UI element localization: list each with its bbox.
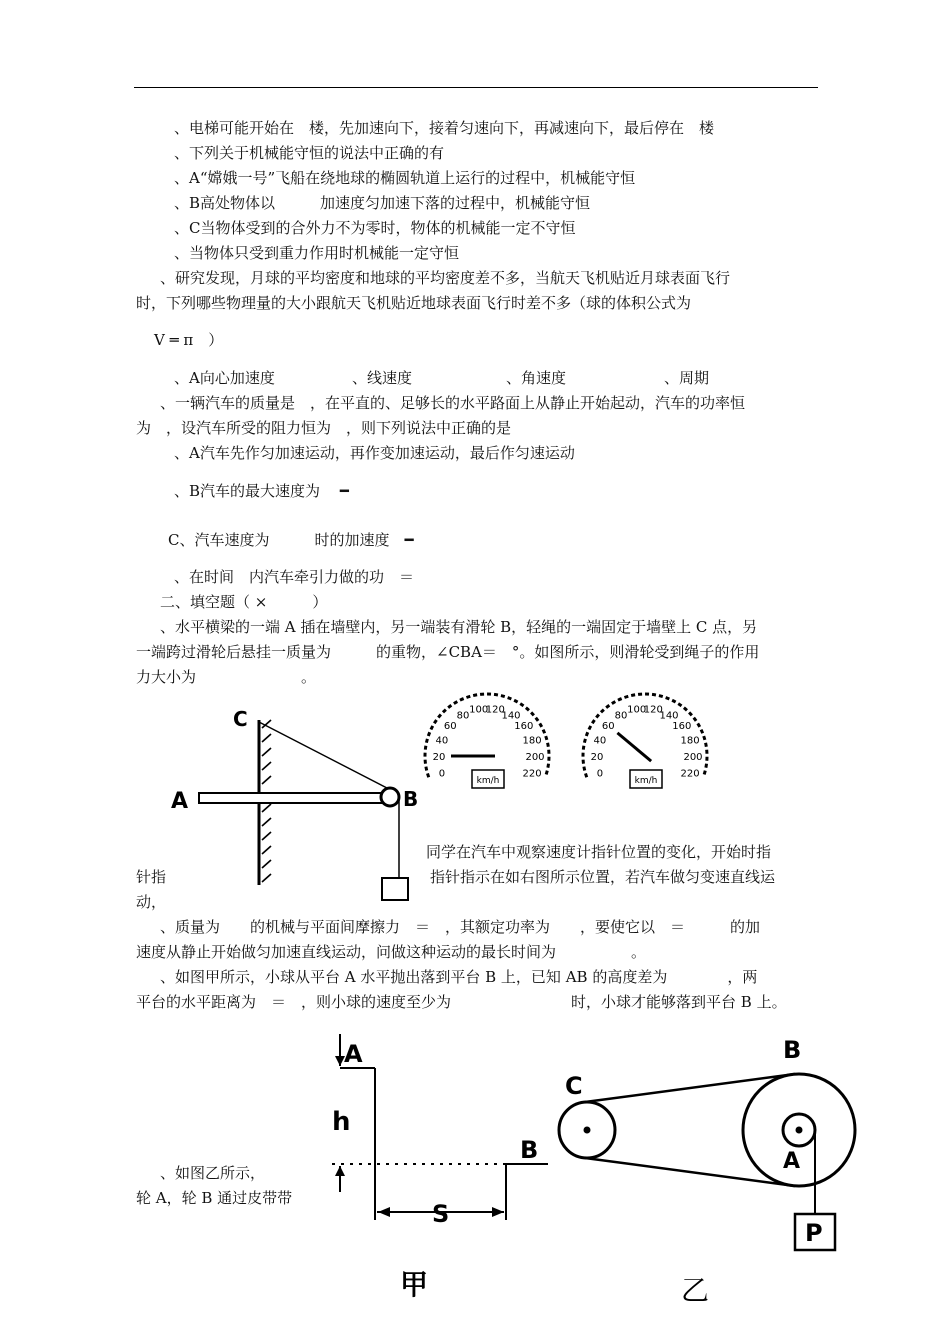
text-line-moon-question: 、研究发现，月球的平均密度和地球的平均密度差不多，当航天飞机贴近月球表面飞行 — [160, 269, 731, 287]
right-speedometer-unit-label: km/h — [634, 776, 658, 786]
text-line-projectile-question-cont: 平台的水平距离为 ＝ ，则小球的速度至少为 时，小球才能够落到平台 B 上。 — [136, 993, 787, 1011]
left-speedometer-tick-label: 220 — [522, 768, 542, 780]
label-b: B — [403, 787, 419, 811]
option-angular-velocity: 、角速度 — [506, 369, 567, 387]
label-p: P — [805, 1219, 823, 1247]
option-b: 、B高处物体以 加速度匀加速下落的过程中，机械能守恒 — [174, 194, 591, 212]
right-speedometer-tick-label: 40 — [593, 735, 607, 747]
option-centripetal-acceleration: 、A向心加速度 — [174, 369, 275, 387]
left-speedometer-tick-label: 140 — [501, 710, 521, 722]
sphere-volume-formula: V ═ π ） — [154, 331, 224, 349]
left-speedometer-tick-label: 80 — [456, 710, 470, 722]
option-c: 、C当物体受到的合外力不为零时，物体的机械能一定不守恒 — [174, 219, 576, 237]
label-c: C — [233, 707, 248, 731]
text-line-elevator: 、电梯可能开始在 楼，先加速向下，接着匀速向下，再减速向下，最后停在 楼 — [174, 119, 715, 137]
left-speedometer-tick-label: 20 — [432, 752, 446, 763]
right-speedometer-tick-label: 200 — [683, 752, 703, 763]
text-line-machine-question: 、质量为 的机械与平面间摩擦力 ＝ ，其额定功率为 ，要使它以 ＝ 的加 — [160, 918, 761, 936]
text-line-beam-question-cont: 一端跨过滑轮后悬挂一质量为 的重物，∠CBA＝ °。如图所示，则滑轮受到绳子的作用 — [136, 643, 760, 661]
label-a: A — [171, 789, 189, 814]
left-speedometer-tick-label: 0 — [438, 768, 446, 780]
option-a: 、A“嫦娥一号”飞船在绕地球的椭圆轨道上运行的过程中，机械能守恒 — [174, 169, 636, 187]
speedometer-right — [570, 688, 720, 800]
text-line-speedometer-question: 同学在汽车中观察速度计指针位置的变化，开始时指 — [426, 843, 772, 861]
header-rule — [134, 87, 818, 88]
left-speedometer-tick-label: 120 — [485, 704, 505, 716]
option-linear-velocity: 、线速度 — [352, 369, 413, 387]
text-line-moon-question-cont: 时，下列哪些物理量的大小跟航天飞机贴近地球表面飞行时差不多（球的体积公式为 — [136, 294, 692, 312]
right-speedometer-tick-label: 60 — [601, 721, 615, 733]
text-line-speedometer-fragment: 针指 — [136, 868, 167, 886]
left-speedometer-tick-label: 180 — [522, 735, 542, 747]
right-speedometer-tick-label: 20 — [590, 752, 604, 763]
right-speedometer-tick-label: 80 — [614, 710, 628, 722]
text-line-q-mechanical-energy: 、下列关于机械能守恒的说法中正确的有 — [174, 144, 445, 162]
text-line-machine-question-cont: 速度从静止开始做匀加速直线运动，问做这种运动的最长时间为 。 — [136, 943, 647, 961]
label-a: A — [344, 1040, 363, 1068]
right-speedometer-needle — [617, 733, 651, 761]
label-a: A — [783, 1149, 801, 1174]
car-option-a: 、A汽车先作匀加速运动，再作变加速运动，最后作匀速运动 — [174, 444, 575, 462]
text-line-belt-question-cont: 轮 A，轮 B 通过皮带带 — [136, 1189, 293, 1207]
left-speedometer-tick-label: 40 — [435, 735, 449, 747]
label-b: B — [783, 1036, 802, 1064]
right-speedometer-tick-label: 220 — [680, 768, 700, 780]
figure-yi-belt-pulley — [555, 1030, 855, 1310]
caption-yi: 乙 — [681, 1274, 710, 1307]
car-option-d: 、在时间 内汽车牵引力做的功 ＝ — [174, 568, 415, 586]
section-fill-in-blank: 二、填空题（ × ） — [160, 593, 328, 611]
car-option-c: C、汽车速度为 时的加速度 ━ — [168, 531, 414, 549]
car-option-b: 、B汽车的最大速度为 ━ — [174, 482, 349, 500]
right-speedometer-tick-label: 180 — [680, 735, 700, 747]
text-line-beam-question-end: 力大小为 。 — [136, 668, 317, 686]
label-c: C — [565, 1072, 583, 1100]
text-line-car-question-cont: 为 ，设汽车所受的阻力恒为 ，则下列说法中正确的是 — [136, 419, 512, 437]
text-line-belt-question: 、如图乙所示， — [160, 1164, 266, 1182]
right-speedometer-tick-label: 100 — [627, 704, 647, 716]
figure-jia-platforms — [300, 1030, 560, 1310]
label-b: B — [520, 1136, 539, 1164]
option-period: 、周期 — [664, 369, 710, 387]
text-line-beam-question: 、水平横梁的一端 A 插在墙壁内，另一端装有滑轮 B，轻绳的一端固定于墙壁上 C 点，另 — [160, 618, 758, 636]
speedometer-left — [412, 688, 562, 800]
left-speedometer-tick-label: 100 — [469, 704, 489, 716]
label-s: S — [432, 1200, 450, 1228]
text-line-projectile-question: 、如图甲所示，小球从平台 A 水平抛出落到平台 B 上，已知 AB 的高度差为 ，两 — [160, 968, 758, 986]
figure-beam-pulley — [165, 700, 425, 910]
label-h: h — [332, 1107, 351, 1137]
option-d: 、当物体只受到重力作用时机械能一定守恒 — [174, 244, 460, 262]
left-speedometer-tick-label: 160 — [514, 721, 534, 733]
left-speedometer-tick-label: 200 — [525, 752, 545, 763]
text-line-speedometer-cont: 指针指示在如右图所示位置，若汽车做匀变速直线运 — [430, 868, 776, 886]
left-speedometer-tick-label: 60 — [443, 721, 457, 733]
right-speedometer-tick-label: 140 — [659, 710, 679, 722]
text-line-speedometer-end: 动， — [136, 893, 167, 911]
text-line-car-question: 、一辆汽车的质量是 ，在平直的、足够长的水平路面上从静止开始起动，汽车的功率恒 — [160, 394, 746, 412]
left-speedometer-unit-label: km/h — [476, 776, 500, 786]
right-speedometer-tick-label: 120 — [643, 704, 663, 716]
right-speedometer-tick-label: 160 — [672, 721, 692, 733]
right-speedometer-tick-label: 0 — [596, 768, 604, 780]
caption-jia: 甲 — [400, 1268, 429, 1301]
